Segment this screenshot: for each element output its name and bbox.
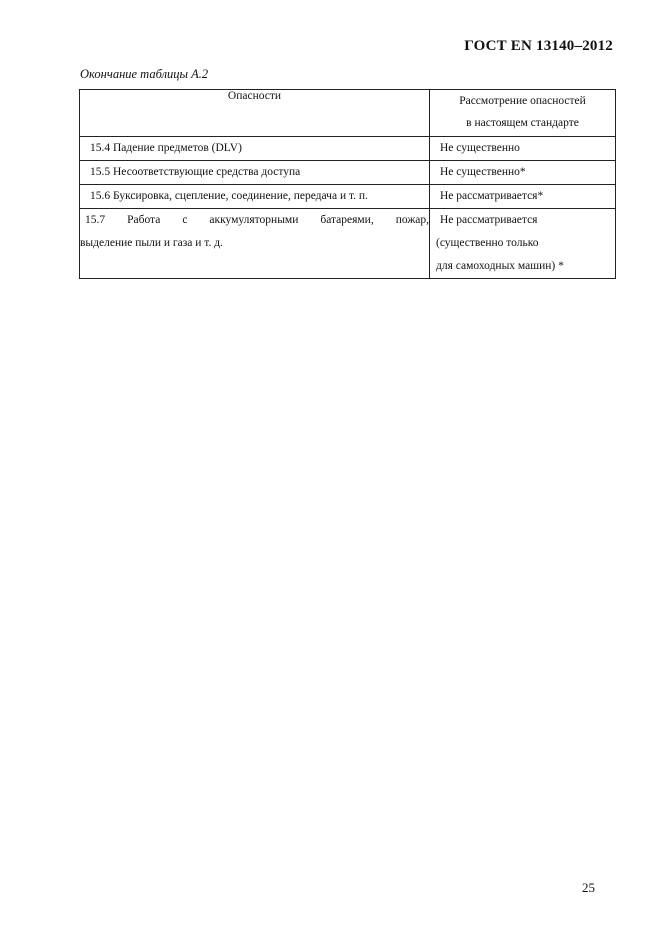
table-caption: Окончание таблицы А.2 bbox=[80, 67, 209, 81]
consideration-text: Не рассматривается* bbox=[440, 190, 544, 202]
consideration-cell bbox=[430, 185, 616, 209]
consideration-cell bbox=[430, 209, 616, 279]
column-header-hazards: Опасности bbox=[80, 90, 430, 137]
consideration-text: Не существенно bbox=[440, 142, 520, 154]
hazard-text: 15.5 Несоответствующие средства доступа bbox=[90, 166, 301, 178]
hazard-text: 15.4 Падение предметов (DLV) bbox=[90, 142, 242, 154]
hazard-cell bbox=[80, 161, 430, 185]
hazard-text: 15.6 Буксировка, сцепление, соединение, передача и т. п. bbox=[90, 190, 368, 202]
hazard-cell bbox=[80, 137, 430, 161]
table-row bbox=[80, 137, 616, 161]
table-header-row bbox=[80, 90, 616, 137]
hazard-text-line2: выделение пыли и газа и т. д. bbox=[80, 237, 223, 249]
page-number: 25 bbox=[582, 880, 595, 895]
consideration-text-line2: (существенно только bbox=[436, 237, 539, 249]
column-header-consideration-line2: в настоящем стандарте bbox=[466, 117, 579, 129]
consideration-cell bbox=[430, 137, 616, 161]
consideration-text-line3: для самоходных машин) * bbox=[436, 260, 564, 272]
consideration-text: Не существенно* bbox=[440, 166, 526, 178]
consideration-text-line1: Не рассматривается bbox=[440, 214, 538, 226]
hazard-cell bbox=[80, 209, 430, 279]
document-code: ГОСТ EN 13140–2012 bbox=[464, 38, 613, 54]
table-row bbox=[80, 209, 616, 279]
hazard-text-line1: 15.7 Работа с аккумуляторными батареями, пожар, bbox=[85, 214, 429, 226]
hazards-table bbox=[79, 89, 616, 279]
consideration-cell bbox=[430, 161, 616, 185]
hazard-cell bbox=[80, 185, 430, 209]
column-header-consideration-line1: Рассмотрение опасностей bbox=[459, 95, 586, 107]
column-header-consideration bbox=[430, 90, 616, 137]
table-row bbox=[80, 185, 616, 209]
table-row bbox=[80, 161, 616, 185]
